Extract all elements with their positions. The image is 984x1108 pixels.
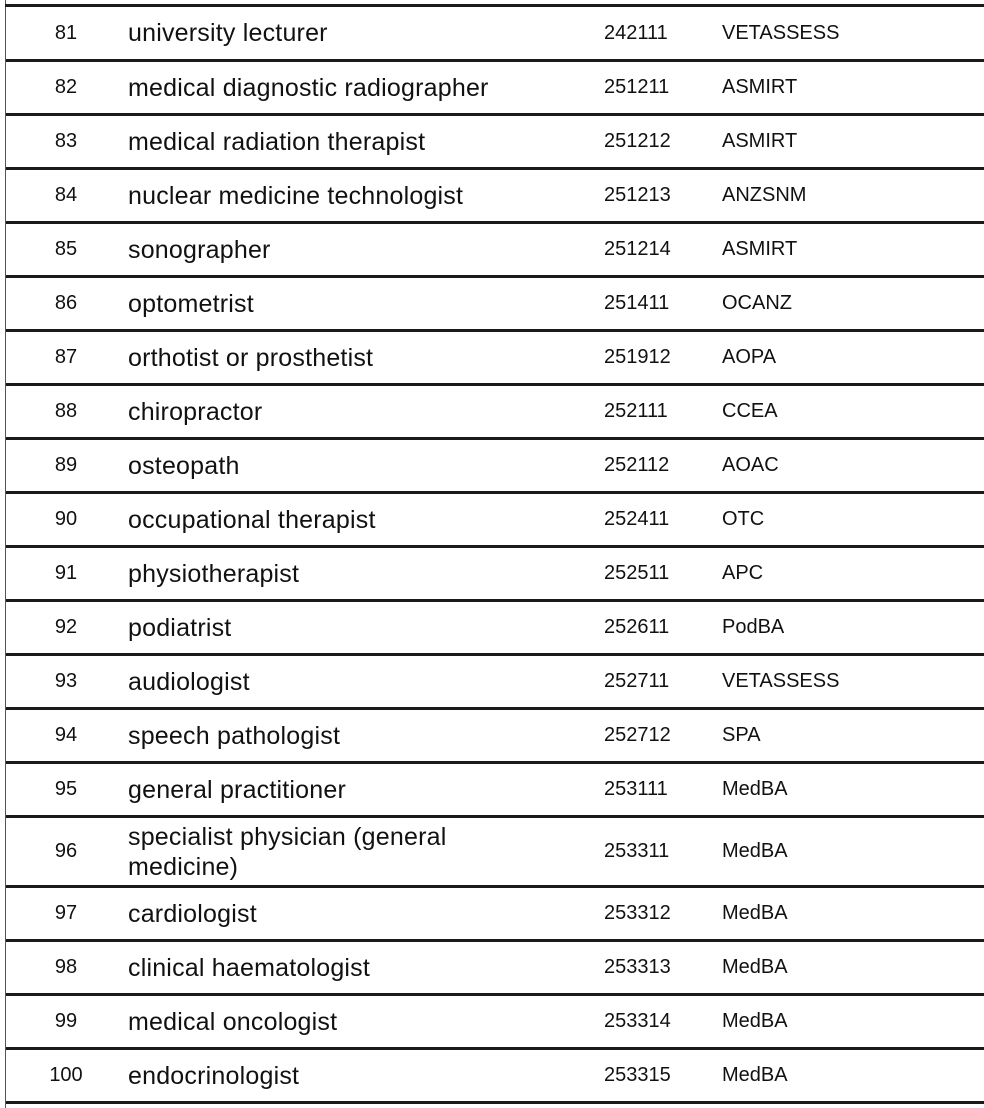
anzsco-code: 251212: [604, 130, 671, 152]
occupation-name: optometrist: [128, 289, 254, 318]
table-row: [6, 1050, 984, 1104]
table-row: [6, 386, 984, 440]
table-row: [6, 818, 984, 888]
table-row: [6, 656, 984, 710]
assessing-authority: ANZSNM: [722, 184, 807, 206]
row-number: 94: [54, 724, 78, 746]
assessing-authority: ASMIRT: [722, 238, 798, 260]
row-number: 87: [54, 346, 78, 368]
occupation-name: university lecturer: [128, 19, 328, 47]
assessing-authority: APC: [722, 562, 764, 584]
occupation-name: audiologist: [128, 667, 250, 696]
assessing-authority: MedBA: [722, 1010, 788, 1032]
assessing-authority: MedBA: [722, 1064, 788, 1086]
row-number: 83: [54, 130, 78, 152]
anzsco-code: 252511: [604, 562, 670, 584]
anzsco-code: 253111: [604, 778, 668, 800]
anzsco-code: 242111: [604, 21, 668, 44]
table-row: [6, 7, 984, 62]
occupation-name: endocrinologist: [128, 1061, 300, 1090]
table-row: [6, 116, 984, 170]
occupation-name: chiropractor: [128, 397, 263, 426]
table-row: [6, 710, 984, 764]
assessing-authority: PodBA: [722, 616, 785, 638]
assessing-authority: ASMIRT: [722, 76, 798, 98]
row-number: 98: [54, 956, 78, 978]
occupation-name: general practitioner: [128, 775, 347, 804]
occupation-name: sonographer: [128, 235, 271, 264]
row-number: 91: [54, 562, 78, 584]
row-number: 90: [54, 508, 78, 530]
assessing-authority: ASMIRT: [722, 130, 798, 152]
table-row: [6, 440, 984, 494]
table-row: [6, 548, 984, 602]
occupation-name: occupational therapist: [128, 505, 376, 534]
table-row: [6, 942, 984, 996]
anzsco-code: 251213: [604, 184, 671, 206]
assessing-authority: MedBA: [722, 956, 788, 978]
assessing-authority: AOAC: [722, 454, 779, 476]
occupation-name: medical diagnostic radiographer: [128, 73, 489, 102]
row-number: 85: [54, 238, 78, 260]
assessing-authority: MedBA: [722, 778, 788, 800]
row-number: 88: [54, 400, 78, 422]
anzsco-code: 253313: [604, 956, 671, 978]
occupation-name: medical oncologist: [128, 1007, 338, 1036]
row-number: 93: [54, 670, 78, 692]
assessing-authority: OTC: [722, 508, 765, 530]
table-row: [6, 62, 984, 116]
assessing-authority: AOPA: [722, 346, 777, 368]
row-number: 96: [54, 840, 78, 862]
occupation-name: physiotherapist: [128, 559, 300, 588]
anzsco-code: 252411: [604, 508, 670, 530]
table-row: [6, 494, 984, 548]
occupation-name: medical radiation therapist: [128, 127, 426, 156]
occupation-name: orthotist or prosthetist: [128, 343, 374, 372]
assessing-authority: VETASSESS: [722, 670, 840, 692]
occupation-name: nuclear medicine technologist: [128, 181, 464, 210]
anzsco-code: 252112: [604, 454, 670, 476]
assessing-authority: MedBA: [722, 840, 788, 862]
anzsco-code: 252712: [604, 724, 671, 746]
row-number: 99: [54, 1010, 78, 1032]
anzsco-code: 253315: [604, 1064, 671, 1086]
anzsco-code: 253312: [604, 902, 671, 924]
anzsco-code: 251912: [604, 346, 671, 368]
row-number: 89: [54, 454, 78, 476]
table-row: [6, 888, 984, 942]
anzsco-code: 251411: [604, 292, 670, 314]
row-number: 82: [54, 76, 78, 98]
anzsco-code: 252611: [604, 616, 670, 638]
table-row: [6, 764, 984, 818]
row-number: 84: [54, 184, 78, 206]
anzsco-code: 253311: [604, 840, 670, 862]
assessing-authority: SPA: [722, 724, 761, 746]
occupation-name: speech pathologist: [128, 721, 341, 750]
table-row: [6, 278, 984, 332]
table-row: [6, 996, 984, 1050]
anzsco-code: 251214: [604, 238, 671, 260]
row-number: 92: [54, 616, 78, 638]
occupation-name: specialist physician (general medicine): [128, 822, 447, 881]
assessing-authority: MedBA: [722, 902, 788, 924]
table-row: [6, 224, 984, 278]
anzsco-code: 252111: [604, 400, 668, 422]
occupation-name: clinical haematologist: [128, 953, 371, 982]
assessing-authority: CCEA: [722, 400, 778, 422]
table-row: [6, 332, 984, 386]
occupation-name: cardiologist: [128, 899, 257, 928]
row-number: 86: [54, 292, 78, 314]
table-row: [6, 602, 984, 656]
table-row: [6, 170, 984, 224]
row-number: 100: [49, 1064, 83, 1086]
occupation-name: osteopath: [128, 451, 240, 480]
anzsco-code: 251211: [604, 76, 670, 98]
assessing-authority: VETASSESS: [722, 21, 840, 44]
occupation-name: podiatrist: [128, 613, 232, 642]
assessing-authority: OCANZ: [722, 292, 792, 314]
row-number: 97: [54, 902, 78, 924]
anzsco-code: 252711: [604, 670, 670, 692]
row-number: 81: [54, 21, 78, 44]
anzsco-code: 253314: [604, 1010, 671, 1032]
row-number: 95: [54, 778, 78, 800]
